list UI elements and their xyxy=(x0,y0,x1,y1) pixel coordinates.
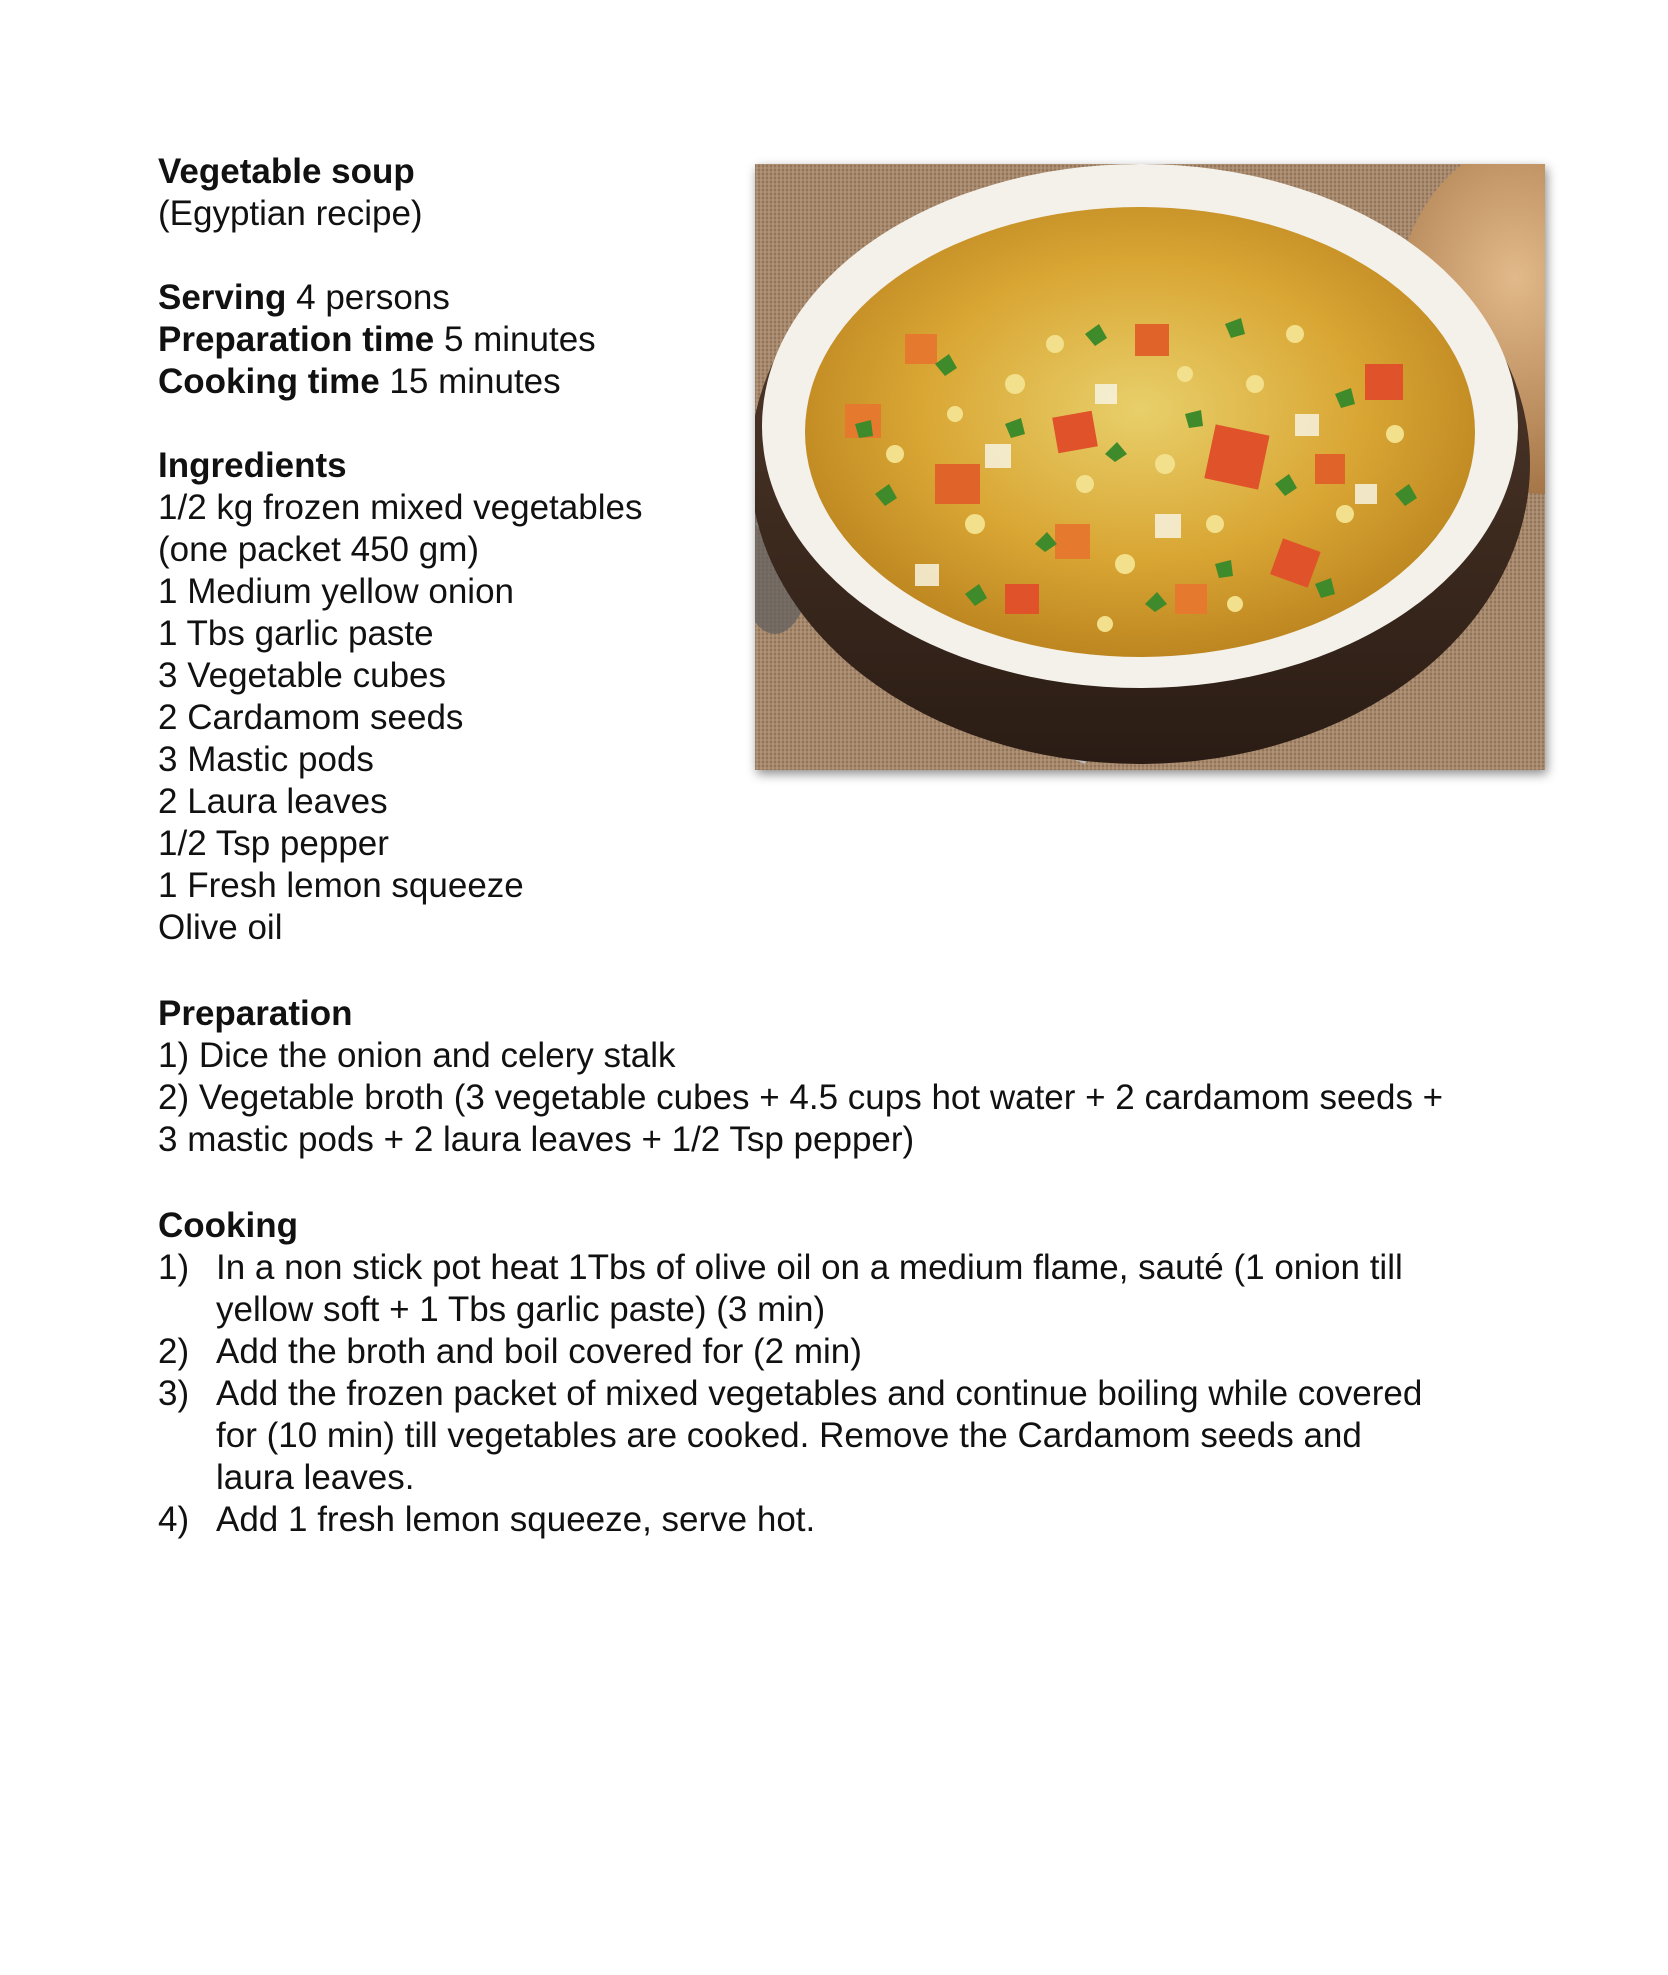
ingredient-item: 1/2 Tsp pepper xyxy=(158,824,389,863)
step-text: In a non stick pot heat 1Tbs of olive oil on a medium flame, sauté (1 onion till xyxy=(216,1248,1403,1287)
step-text: Add 1 fresh lemon squeeze, serve hot. xyxy=(216,1500,816,1539)
step-text: laura leaves. xyxy=(216,1458,415,1497)
serving-value: 4 persons xyxy=(296,278,450,317)
ingredient-item: 3 Vegetable cubes xyxy=(158,656,447,695)
cook-time-label: Cooking time xyxy=(158,362,380,401)
step-number: 2) xyxy=(158,1332,190,1371)
cooking-step xyxy=(158,1373,1656,1499)
cooking-steps xyxy=(158,1247,1558,1541)
ingredient-item: 1 Tbs garlic paste xyxy=(158,614,434,653)
recipe-title: Vegetable soup xyxy=(158,152,415,191)
ingredient-item: 1 Fresh lemon squeeze xyxy=(158,866,524,905)
preparation-line: 1) Dice the onion and celery stalk xyxy=(158,1036,676,1075)
ingredients-heading: Ingredients xyxy=(158,446,347,485)
ingredient-item: 2 Cardamom seeds xyxy=(158,698,464,737)
step-number: 3) xyxy=(158,1374,190,1413)
cooking-step xyxy=(158,1331,1656,1373)
step-text: Add the broth and boil covered for (2 min) xyxy=(216,1332,862,1371)
soup-bowl-icon xyxy=(755,164,1545,770)
ingredient-item: 2 Laura leaves xyxy=(158,782,388,821)
soup-bowl-photo xyxy=(755,164,1545,770)
step-number: 4) xyxy=(158,1500,190,1539)
step-number: 1) xyxy=(158,1248,190,1287)
step-text: Add the frozen packet of mixed vegetables and continue boiling while covered xyxy=(216,1374,1423,1413)
ingredient-item: 1/2 kg frozen mixed vegetables xyxy=(158,488,643,527)
preparation-line: 2) Vegetable broth (3 vegetable cubes + 4.5 cups hot water + 2 cardamom seeds + xyxy=(158,1078,1444,1117)
prep-time-label: Preparation time xyxy=(158,320,435,359)
preparation-list xyxy=(158,1035,1558,1161)
step-text: for (10 min) till vegetables are cooked. Remove the Cardamom seeds and xyxy=(216,1416,1362,1455)
ingredient-item: (one packet 450 gm) xyxy=(158,530,480,569)
ingredient-item: Olive oil xyxy=(158,908,283,947)
preparation-heading: Preparation xyxy=(158,994,353,1033)
serving-label: Serving xyxy=(158,278,287,317)
cooking-step xyxy=(158,1247,1656,1331)
cooking-heading: Cooking xyxy=(158,1206,298,1245)
ingredient-item: 3 Mastic pods xyxy=(158,740,374,779)
prep-time-value: 5 minutes xyxy=(443,320,596,359)
recipe-subtitle: (Egyptian recipe) xyxy=(158,194,423,233)
preparation-line: 3 mastic pods + 2 laura leaves + 1/2 Tsp pepper) xyxy=(158,1120,915,1159)
ingredient-item: 1 Medium yellow onion xyxy=(158,572,515,611)
step-text: yellow soft + 1 Tbs garlic paste) (3 min) xyxy=(216,1290,826,1329)
cooking-step xyxy=(158,1499,1656,1541)
cook-time-value: 15 minutes xyxy=(389,362,561,401)
